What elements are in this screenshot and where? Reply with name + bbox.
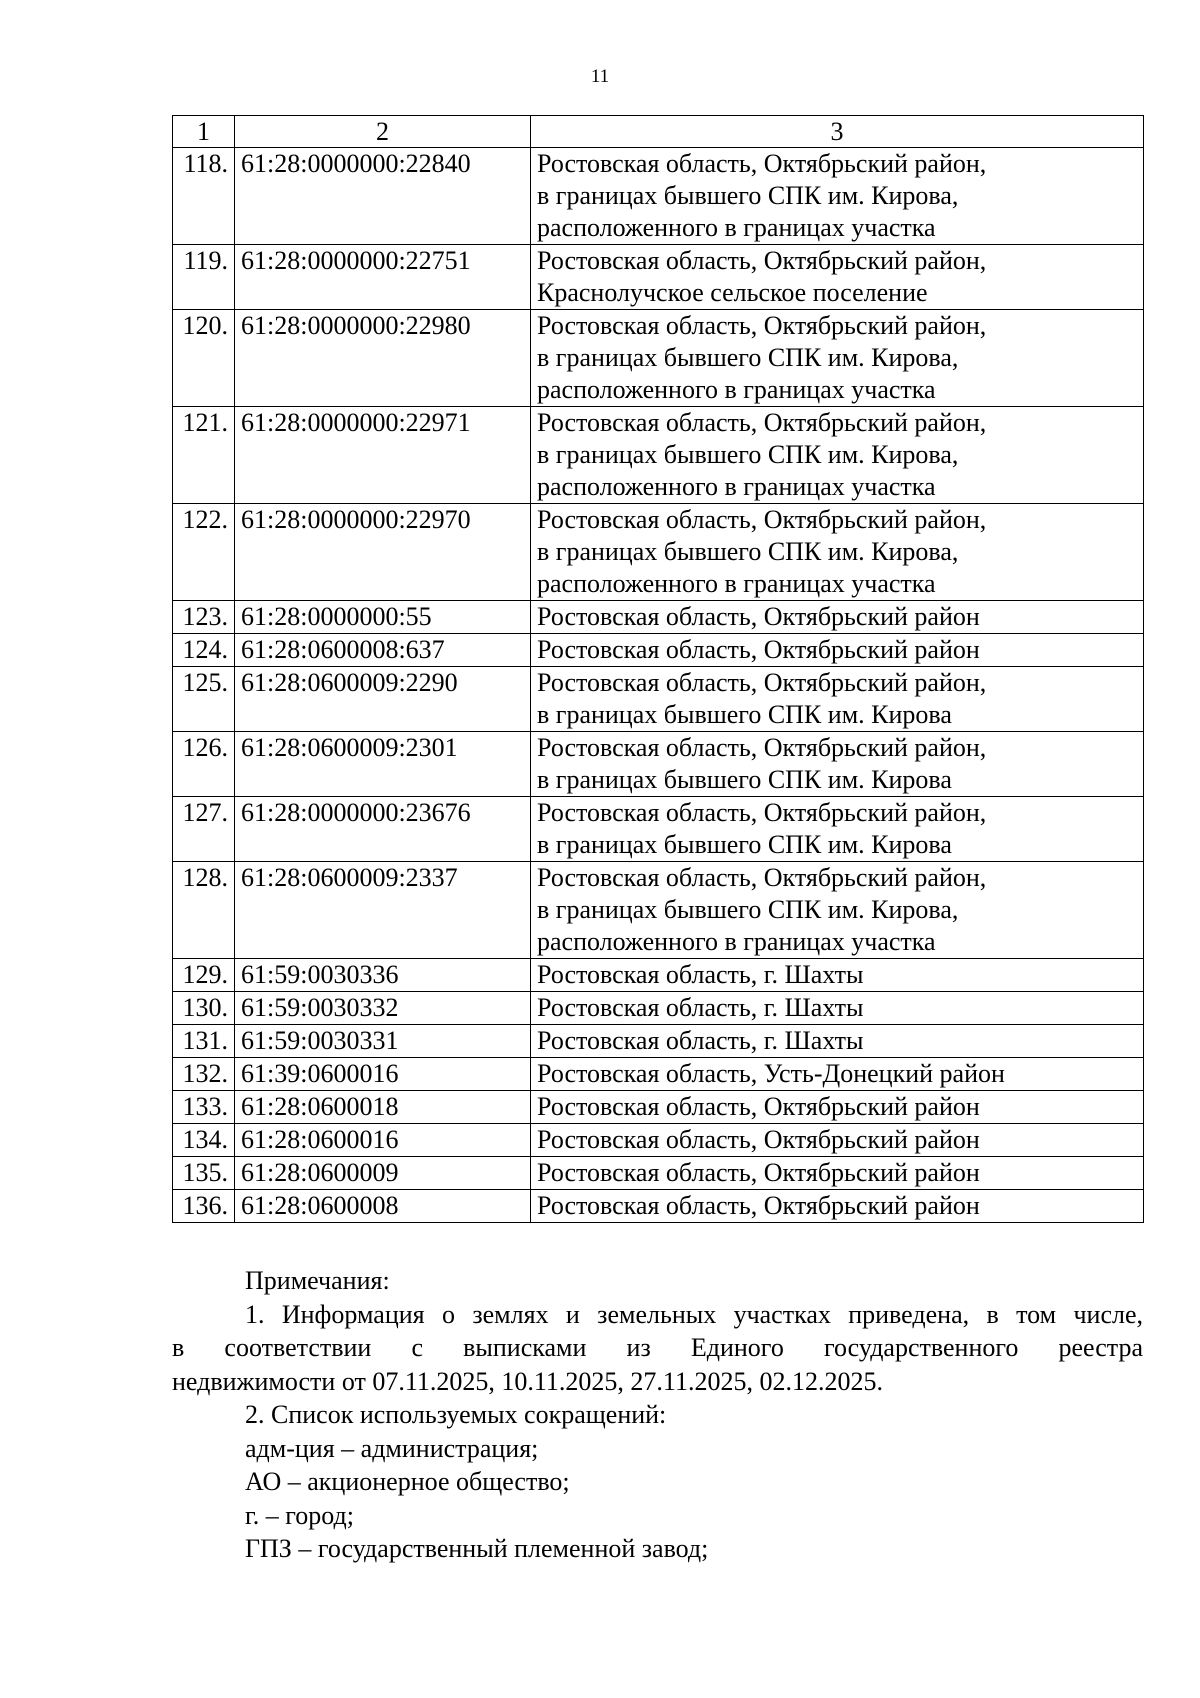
cadastral-number: 61:59:0030332 [235, 992, 531, 1025]
address-line: в границах бывшего СПК им. Кирова [537, 700, 952, 729]
table-row [173, 1124, 1144, 1157]
notes-title: Примечания: [245, 1266, 390, 1295]
row-number: 133. [173, 1091, 235, 1124]
cadastral-number: 61:28:0600009:2337 [235, 862, 531, 959]
address-line: расположенного в границах участка [537, 927, 936, 956]
address-line: Ростовская область, Октябрьский район, [537, 863, 987, 892]
address-line: Ростовская область, Октябрьский район [537, 602, 980, 631]
address-line: расположенного в границах участка [537, 375, 936, 404]
address-line: в границах бывшего СПК им. Кирова [537, 830, 952, 859]
note-1-line-1: 1. Информация о землях и земельных участках приведена, в том числе, [245, 1299, 1143, 1329]
address-cell [531, 1157, 1144, 1190]
address-cell [531, 310, 1144, 407]
column-header-cadastral: 2 [235, 116, 531, 148]
cadastral-number: 61:59:0030336 [235, 959, 531, 992]
table-body [173, 148, 1144, 1223]
address-cell [531, 601, 1144, 634]
cadastral-number: 61:28:0000000:23676 [235, 797, 531, 862]
address-line: Ростовская область, Октябрьский район, [537, 798, 987, 827]
table-row [173, 634, 1144, 667]
address-line: Ростовская область, Октябрьский район [537, 1125, 980, 1154]
address-line: в границах бывшего СПК им. Кирова, [537, 181, 959, 210]
address-line: в границах бывшего СПК им. Кирова, [537, 895, 959, 924]
address-line: Ростовская область, г. Шахты [537, 1026, 864, 1055]
note-1-line-2: в соответствии с выписками из Единого государственного реестра [172, 1333, 1143, 1362]
row-number: 122. [173, 504, 235, 601]
address-line: Ростовская область, Октябрьский район [537, 635, 980, 664]
address-cell [531, 1091, 1144, 1124]
address-line: Ростовская область, Октябрьский район, [537, 246, 987, 275]
address-line: Ростовская область, Октябрьский район, [537, 311, 987, 340]
cadastral-number: 61:28:0000000:22840 [235, 148, 531, 245]
cadastral-number: 61:28:0600008 [235, 1190, 531, 1223]
address-cell [531, 667, 1144, 732]
row-number: 130. [173, 992, 235, 1025]
address-cell [531, 407, 1144, 504]
address-cell [531, 1058, 1144, 1091]
table-row [173, 1157, 1144, 1190]
table-row [173, 732, 1144, 797]
address-line: Ростовская область, Октябрьский район, [537, 149, 987, 178]
table-row [173, 310, 1144, 407]
address-line: Ростовская область, г. Шахты [537, 960, 864, 989]
address-line: расположенного в границах участка [537, 472, 936, 501]
abbreviation-item: адм-ция – администрация; [245, 1433, 539, 1463]
table-row [173, 667, 1144, 732]
row-number: 136. [173, 1190, 235, 1223]
row-number: 121. [173, 407, 235, 504]
address-cell [531, 732, 1144, 797]
cadastral-number: 61:28:0000000:55 [235, 601, 531, 634]
land-plots-table [172, 115, 1144, 1223]
table-row [173, 407, 1144, 504]
row-number: 118. [173, 148, 235, 245]
table-header-row [173, 116, 1144, 148]
address-cell [531, 504, 1144, 601]
abbreviation-item: АО – акционерное общество; [245, 1467, 570, 1496]
address-line: в границах бывшего СПК им. Кирова, [537, 440, 959, 469]
table-row [173, 797, 1144, 862]
address-cell [531, 1190, 1144, 1223]
row-number: 129. [173, 959, 235, 992]
row-number: 125. [173, 667, 235, 732]
address-cell [531, 1025, 1144, 1058]
cadastral-number: 61:28:0000000:22971 [235, 407, 531, 504]
address-line: Ростовская область, Октябрьский район, [537, 733, 987, 762]
column-header-number: 1 [173, 116, 235, 148]
cadastral-number: 61:39:0600016 [235, 1058, 531, 1091]
row-number: 127. [173, 797, 235, 862]
address-cell [531, 148, 1144, 245]
address-line: Ростовская область, Октябрьский район, [537, 408, 987, 437]
address-cell [531, 1124, 1144, 1157]
address-cell [531, 634, 1144, 667]
cadastral-number: 61:28:0600008:637 [235, 634, 531, 667]
address-line: в границах бывшего СПК им. Кирова [537, 765, 952, 794]
row-number: 128. [173, 862, 235, 959]
abbreviation-item: ГПЗ – государственный племенной завод; [245, 1534, 709, 1563]
address-line: в границах бывшего СПК им. Кирова, [537, 537, 959, 566]
cadastral-number: 61:28:0000000:22970 [235, 504, 531, 601]
cadastral-number: 61:28:0600009:2301 [235, 732, 531, 797]
row-number: 120. [173, 310, 235, 407]
address-line: в границах бывшего СПК им. Кирова, [537, 343, 959, 372]
address-cell [531, 992, 1144, 1025]
cadastral-number: 61:28:0000000:22751 [235, 245, 531, 310]
address-cell [531, 797, 1144, 862]
cadastral-number: 61:28:0600009:2290 [235, 667, 531, 732]
table-row [173, 862, 1144, 959]
page-number: 11 [590, 66, 610, 87]
abbreviation-item: г. – город; [245, 1500, 354, 1530]
address-line: Ростовская область, Октябрьский район, [537, 505, 987, 534]
table-row [173, 959, 1144, 992]
cadastral-number: 61:28:0600009 [235, 1157, 531, 1190]
note-2-title: 2. Список используемых сокращений: [245, 1400, 667, 1429]
table-row [173, 601, 1144, 634]
table-row [173, 245, 1144, 310]
row-number: 135. [173, 1157, 235, 1190]
address-line: Ростовская область, Октябрьский район [537, 1158, 980, 1187]
address-line: Ростовская область, г. Шахты [537, 993, 864, 1022]
address-cell [531, 959, 1144, 992]
row-number: 119. [173, 245, 235, 310]
table-row [173, 1025, 1144, 1058]
address-line: Краснолучское сельское поселение [537, 278, 928, 307]
address-line: Ростовская область, Усть-Донецкий район [537, 1059, 1005, 1088]
table-row [173, 992, 1144, 1025]
row-number: 124. [173, 634, 235, 667]
cadastral-number: 61:28:0600018 [235, 1091, 531, 1124]
address-line: Ростовская область, Октябрьский район [537, 1191, 980, 1220]
row-number: 126. [173, 732, 235, 797]
address-line: расположенного в границах участка [537, 213, 936, 242]
table-row [173, 1091, 1144, 1124]
table-row [173, 504, 1144, 601]
note-1-line-3: недвижимости от 07.11.2025, 10.11.2025, 27.11.2025, 02.12.2025. [172, 1366, 883, 1396]
table-row [173, 1058, 1144, 1091]
address-cell [531, 245, 1144, 310]
row-number: 132. [173, 1058, 235, 1091]
table-row [173, 148, 1144, 245]
column-header-address: 3 [531, 116, 1144, 148]
address-line: Ростовская область, Октябрьский район [537, 1092, 980, 1121]
address-cell [531, 862, 1144, 959]
notes-section [172, 1264, 1143, 1566]
table-row [173, 1190, 1144, 1223]
cadastral-number: 61:28:0600016 [235, 1124, 531, 1157]
cadastral-number: 61:59:0030331 [235, 1025, 531, 1058]
row-number: 134. [173, 1124, 235, 1157]
row-number: 131. [173, 1025, 235, 1058]
address-line: расположенного в границах участка [537, 569, 936, 598]
cadastral-number: 61:28:0000000:22980 [235, 310, 531, 407]
row-number: 123. [173, 601, 235, 634]
address-line: Ростовская область, Октябрьский район, [537, 668, 987, 697]
